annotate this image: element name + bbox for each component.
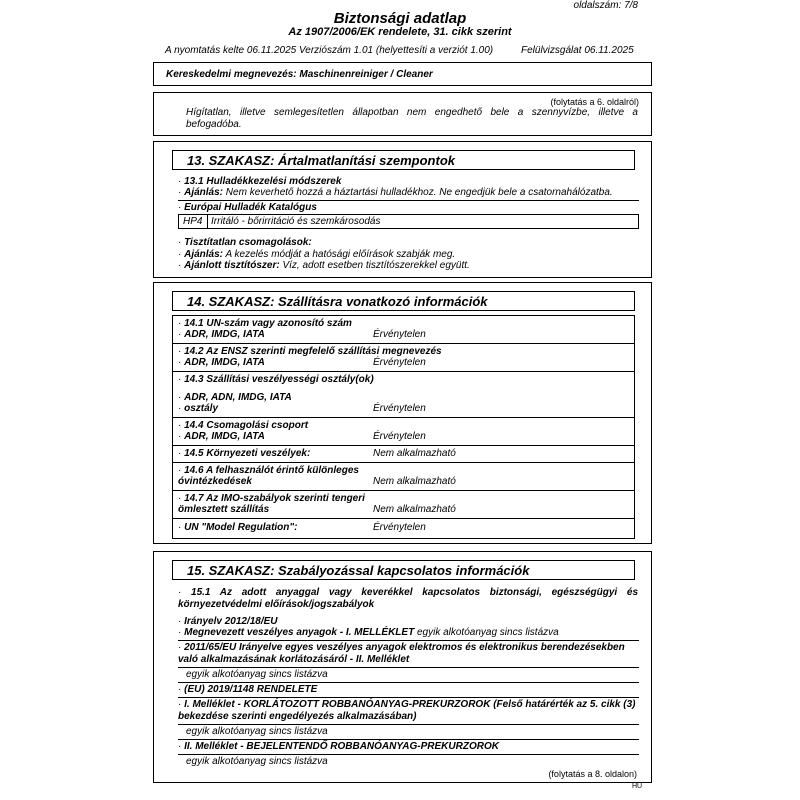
- section-13-title-box: [172, 150, 635, 170]
- language-code: HU: [632, 783, 643, 790]
- section-14-title: 14. SZAKASZ: Szállításra vonatkozó információk: [187, 294, 488, 309]
- shipping-name-value: Érvénytelen: [373, 357, 426, 368]
- s13-subheading: · 13.1 Hulladékkezelési módszerek: [178, 176, 341, 188]
- user-precautions-heading: · 14.6 A felhasználót érintő különleges: [178, 465, 359, 477]
- regulation-2019-1148: · (EU) 2019/1148 RENDELETE: [178, 684, 317, 696]
- hazard-class-value: Érvénytelen: [373, 403, 426, 414]
- trade-name: Kereskedelmi megnevezés: Maschinenreiniger / Cleaner: [166, 69, 433, 80]
- annex-1-value: egyik alkotóanyag sincs listázva: [186, 726, 328, 737]
- continuation-box: [153, 92, 652, 136]
- s13-recommendation: · Ajánlás: Nem keverhető hozzá a háztartási hulladékhoz. Ne engedjük bele a csatornahálózatba.: [178, 187, 613, 199]
- named-substances: · Megnevezett veszélyes anyagok - I. MELLÉKLET egyik alkotóanyag sincs listázva: [178, 627, 559, 639]
- bulk-transport-heading: · 14.7 Az IMO-szabályok szerinti tengeri: [178, 493, 365, 505]
- environmental-hazards-value: Nem alkalmazható: [373, 448, 456, 459]
- packing-group-value: Érvénytelen: [373, 431, 426, 442]
- hazard-class-label: · osztály: [178, 403, 218, 415]
- bulk-transport-value: Nem alkalmazható: [373, 504, 456, 515]
- section-13: [153, 141, 652, 278]
- packing-group-heading: · 14.4 Csomagolási csoport: [178, 420, 308, 432]
- packaging-recommendation: · Ajánlás: A kezelés módját a hatósági előírások szabják meg.: [178, 249, 455, 261]
- rohs-value: egyik alkotóanyag sincs listázva: [186, 669, 328, 680]
- intro-text: Hígítatlan, illetve semlegesítetlen állapotban nem engedhető bele a szennyvízbe, illetve a befogadóba.: [186, 107, 638, 130]
- annex-2-heading: · II. Melléklet - BEJELENTENDŐ ROBBANÓANYAG-PREKURZOROK: [178, 741, 499, 753]
- cleaning-agent: · Ajánlott tisztítószer: Víz, adott esetben tisztítószerekkel együtt.: [178, 260, 470, 272]
- hazard-class-heading: · 14.3 Szállítási veszélyességi osztály(ok): [178, 374, 374, 386]
- un-model-regulation-label: · UN "Model Regulation":: [178, 522, 297, 534]
- continuation-from: (folytatás a 6. oldalról): [550, 97, 639, 107]
- section-15-title: 15. SZAKASZ: Szabályozással kapcsolatos információk: [187, 563, 530, 578]
- packing-group-label: · ADR, IMDG, IATA: [178, 431, 265, 443]
- annex-1-heading: · I. Melléklet - KORLÁTOZOTT ROBBANÓANYAG-PREKURZOROK (Felső határérték az 5. cikk (3) bekezdése szerinti engedélyezés alkalmazásában): [178, 699, 638, 723]
- transport-table: [172, 315, 635, 539]
- hp-description: Irritáló - bőrirritáció és szemkárosodás: [211, 216, 381, 227]
- bulk-transport-label: ömlesztett szállítás: [178, 504, 270, 515]
- continuation-to: (folytatás a 8. oldalon): [548, 769, 637, 779]
- un-number-heading: · 14.1 UN-szám vagy azonosító szám: [178, 318, 352, 330]
- revision-date: Felülvizsgálat 06.11.2025: [521, 45, 634, 56]
- hp-code: HP4: [183, 216, 203, 227]
- print-info: A nyomtatás kelte 06.11.2025 Verziószám 1.01 (helyettesíti a verziót 1.00): [165, 45, 494, 56]
- hazard-class-modes: · ADR, ADN, IMDG, IATA: [178, 392, 292, 404]
- ewc-title: · Európai Hulladék Katalógus: [178, 202, 317, 214]
- environmental-hazards-label: · 14.5 Környezeti veszélyek:: [178, 448, 310, 460]
- section-14-title-box: [172, 291, 635, 311]
- un-number-label: · ADR, IMDG, IATA: [178, 329, 265, 341]
- page-number: oldalszám: 7/8: [573, 0, 638, 11]
- regulations-heading: · 15.1 Az adott anyaggal vagy keverékkel kapcsolatos biztonsági, egészségügyi és környezetvédelmi előírások/jogszabályok: [178, 587, 638, 611]
- uncleaned-packaging: · Tisztítatlan csomagolások:: [178, 237, 312, 249]
- user-precautions-label: óvintézkedések: [178, 476, 252, 487]
- user-precautions-value: Nem alkalmazható: [373, 476, 456, 487]
- un-number-value: Érvénytelen: [373, 329, 426, 340]
- section-13-title: 13. SZAKASZ: Ártalmatlanítási szempontok: [187, 153, 455, 168]
- shipping-name-label: · ADR, IMDG, IATA: [178, 357, 265, 369]
- section-14: [153, 282, 652, 544]
- trade-name-box: [153, 62, 652, 86]
- seveso-directive: · Irányelv 2012/18/EU: [178, 616, 278, 628]
- hp-table: [178, 214, 639, 229]
- document-title: Biztonsági adatlap: [333, 10, 467, 27]
- section-15-title-box: [172, 560, 635, 580]
- rohs-directive: · 2011/65/EU Irányelve egyes veszélyes anyagok elektromos és elektronikus berendezésekben való alkalmazásának korlátozásáról - II. Melléklet: [178, 642, 638, 666]
- section-15: [153, 551, 652, 783]
- annex-2-value: egyik alkotóanyag sincs listázva: [186, 756, 328, 767]
- regulation-reference: Az 1907/2006/EK rendelete, 31. cikk szerint: [288, 26, 512, 38]
- shipping-name-heading: · 14.2 Az ENSZ szerinti megfelelő szállítási megnevezés: [178, 346, 442, 358]
- un-model-regulation-value: Érvénytelen: [373, 522, 426, 533]
